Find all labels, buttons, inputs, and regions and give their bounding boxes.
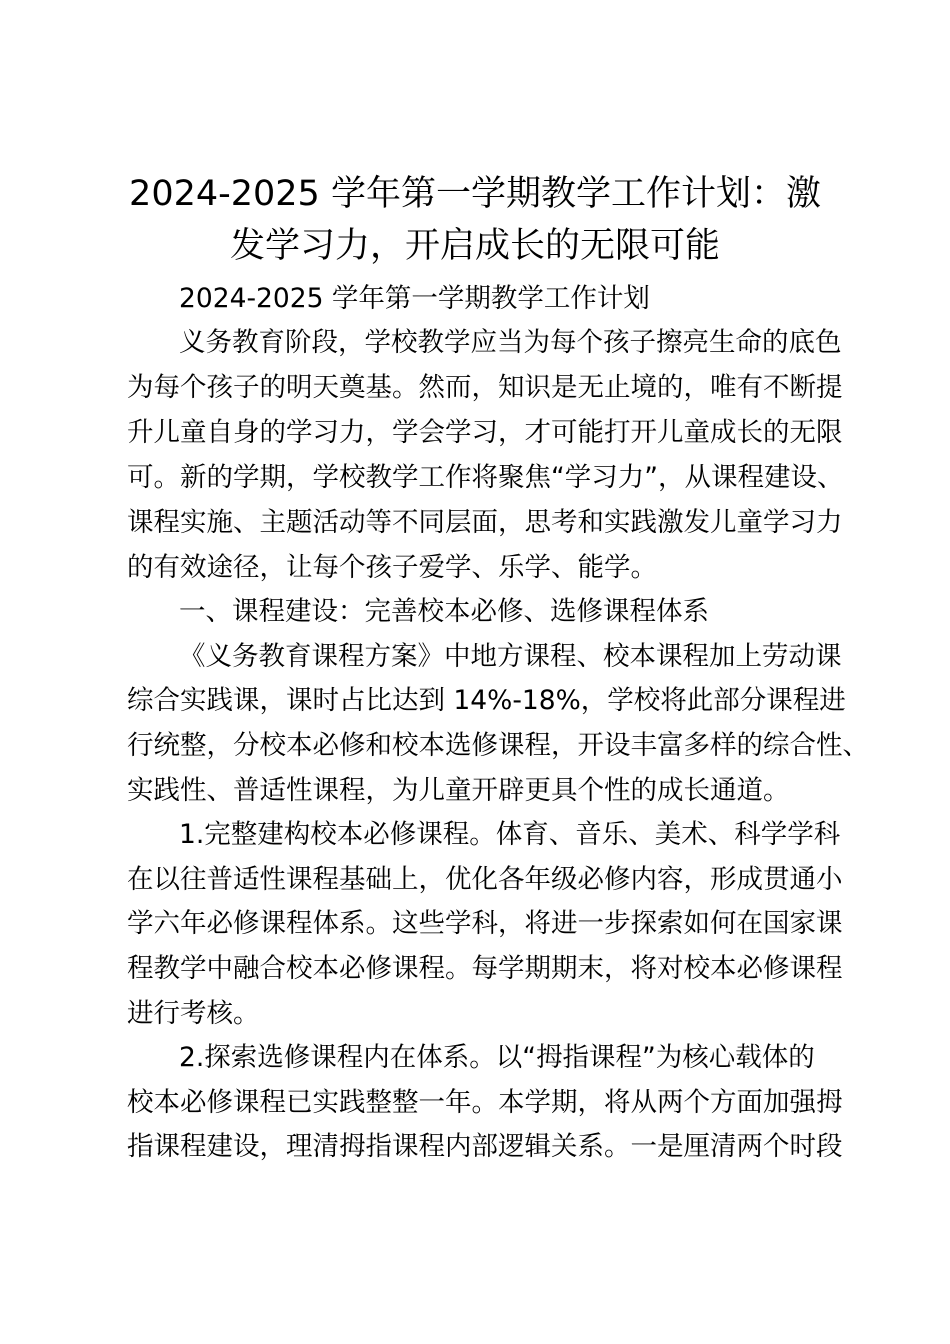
body-line: 实践性、普适性课程，为儿童开辟更具个性的成长通道。 — [127, 775, 790, 806]
body-line: 1.完整建构校本必修课程。体育、音乐、美术、科学学科 — [179, 819, 841, 850]
body-line: 学六年必修课程体系。这些学科，将进一步探索如何在国家课 — [127, 908, 843, 939]
document-title — [100, 168, 850, 272]
body-line: 指课程建设，理清拇指课程内部逻辑关系。一是厘清两个时段 — [127, 1131, 843, 1162]
body-line: 进行考核。 — [127, 998, 260, 1029]
body-line: 为每个孩子的明天奠基。然而，知识是无止境的，唯有不断提 — [127, 372, 843, 403]
section-heading: 一、课程建设：完善校本必修、选修课程体系 — [179, 596, 709, 627]
subtitle-line: 2024-2025 学年第一学期教学工作计划 — [179, 283, 650, 314]
body-line: 义务教育阶段，学校教学应当为每个孩子擦亮生命的底色 — [179, 327, 842, 358]
body-line: 校本必修课程已实践整整一年。本学期，将从两个方面加强拇 — [127, 1087, 843, 1118]
body-line: 在以往普适性课程基础上，优化各年级必修内容，形成贯通小 — [127, 864, 843, 895]
body-line: 2.探索选修课程内在体系。以“拇指课程”为核心载体的 — [179, 1042, 815, 1073]
title-line: 2024-2025 学年第一学期教学工作计划：激 — [129, 174, 821, 214]
title-line: 发学习力，开启成长的无限可能 — [229, 226, 720, 266]
body-line: 升儿童自身的学习力，学会学习，才可能打开儿童成长的无限 — [127, 417, 843, 448]
body-line: 《义务教育课程方案》中地方课程、校本课程加上劳动课 — [179, 641, 842, 672]
body-line: 综合实践课，课时占比达到 14%-18%，学校将此部分课程进 — [127, 685, 846, 716]
body-line: 可。新的学期，学校教学工作将聚焦“学习力”，从课程建设、 — [127, 462, 844, 493]
body-line: 的有效途径，让每个孩子爱学、乐学、能学。 — [127, 552, 657, 583]
body-line: 程教学中融合校本必修课程。每学期期末，将对校本必修课程 — [127, 953, 843, 984]
body-line: 课程实施、主题活动等不同层面，思考和实践激发儿童学习力 — [127, 507, 843, 538]
body-line: 行统整，分校本必修和校本选修课程，开设丰富多样的综合性、 — [127, 730, 869, 761]
